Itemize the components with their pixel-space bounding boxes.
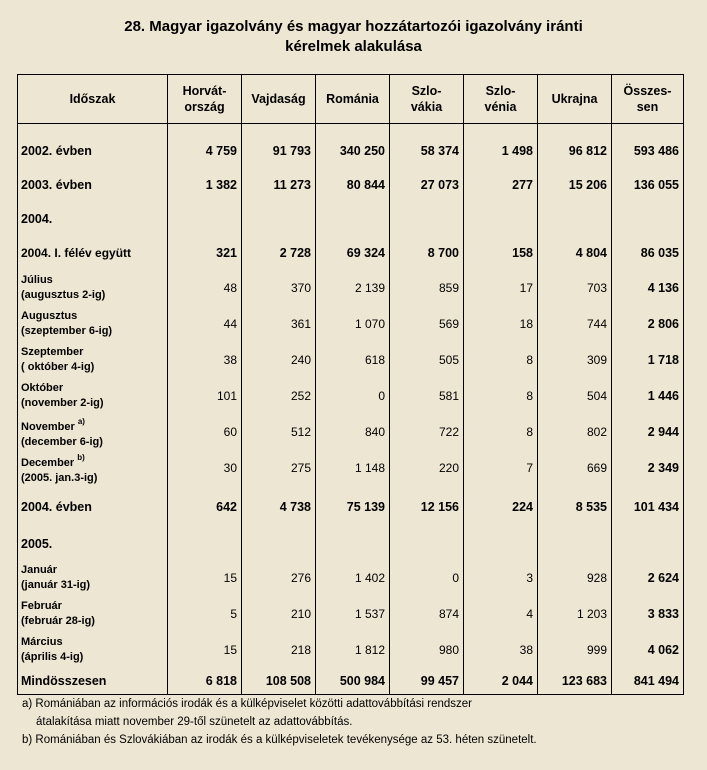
footnote-a: a) Romániában az információs irodák és a külképviselet közötti adattovábbítási rendszer <box>22 698 473 710</box>
table-row: 2002. évben 4 759 91 793 340 250 58 374 1 498 96 812 593 486 <box>18 134 684 168</box>
table-row: Augusztus (szeptember 6-ig) 44 361 1 070 569 18 744 2 806 <box>18 306 684 342</box>
table-row: December $^{b)}$ (2005. jan.3-ig) 30 275 1 148 220 7 669 2 349 <box>18 450 684 486</box>
title-line-1: 28. Magyar igazolvány és magyar hozzátartozói igazolvány iránti <box>124 18 583 35</box>
header-croatia: Horvát- ország <box>168 75 242 124</box>
table-row: 2004. évben 642 4 738 75 139 12 156 224 8 535 101 434 <box>18 486 684 528</box>
table-row: Március (április 4-ig) 15 218 1 812 980 38 999 4 062 <box>18 632 684 668</box>
table-row: Szeptember ( október 4-ig) 38 240 618 505 8 309 1 718 <box>18 342 684 378</box>
table-row: Július (augusztus 2-ig) 48 370 2 139 859 17 703 4 136 <box>18 270 684 306</box>
title-line-2: kérelmek alakulása <box>285 38 422 55</box>
header-slovenia: Szlo- vénia <box>464 75 538 124</box>
table-row: November $^{a)}$ (december 6-ig) 60 512 840 722 8 802 2 944 <box>18 414 684 450</box>
table-row: 2005. <box>18 528 684 560</box>
header-ukraine: Ukrajna <box>538 75 612 124</box>
table-row: Február (február 28-ig) 5 210 1 537 874 4 1 203 3 833 <box>18 596 684 632</box>
header-period: Időszak <box>18 75 168 124</box>
data-table <box>17 74 684 695</box>
table-row: Január (január 31-ig) 15 276 1 402 0 3 928 2 624 <box>18 560 684 596</box>
table-row: 2003. évben 1 382 11 273 80 844 27 073 277 15 206 136 055 <box>18 168 684 202</box>
table-row: Október (november 2-ig) 101 252 0 581 8 504 1 446 <box>18 378 684 414</box>
header-vojvodina: Vajdaság <box>242 75 316 124</box>
table-row: 2004. I. félév együtt 321 2 728 69 324 8 700 158 4 804 86 035 <box>18 236 684 270</box>
footnote-b: b) Romániában és Szlovákiában az irodák és a külképviseletek tevékenysége az 53. héten szünetelt. <box>22 734 537 746</box>
header-row <box>18 75 684 124</box>
header-slovakia: Szlo- vákia <box>390 75 464 124</box>
footnote-a-cont: átalakítása miatt november 29-től szünetelt az adattovábbítás. <box>36 716 353 728</box>
footnotes <box>22 695 682 749</box>
header-romania: Románia <box>316 75 390 124</box>
table-title <box>0 17 707 57</box>
footnote-a-marker: a) <box>77 417 85 426</box>
header-total: Összes- sen <box>612 75 684 124</box>
table-row: 2004. <box>18 202 684 236</box>
total-row: Mindösszesen 6 818 108 508 500 984 99 457 2 044 123 683 841 494 <box>18 668 684 694</box>
footnote-b-marker: b) <box>77 453 85 462</box>
